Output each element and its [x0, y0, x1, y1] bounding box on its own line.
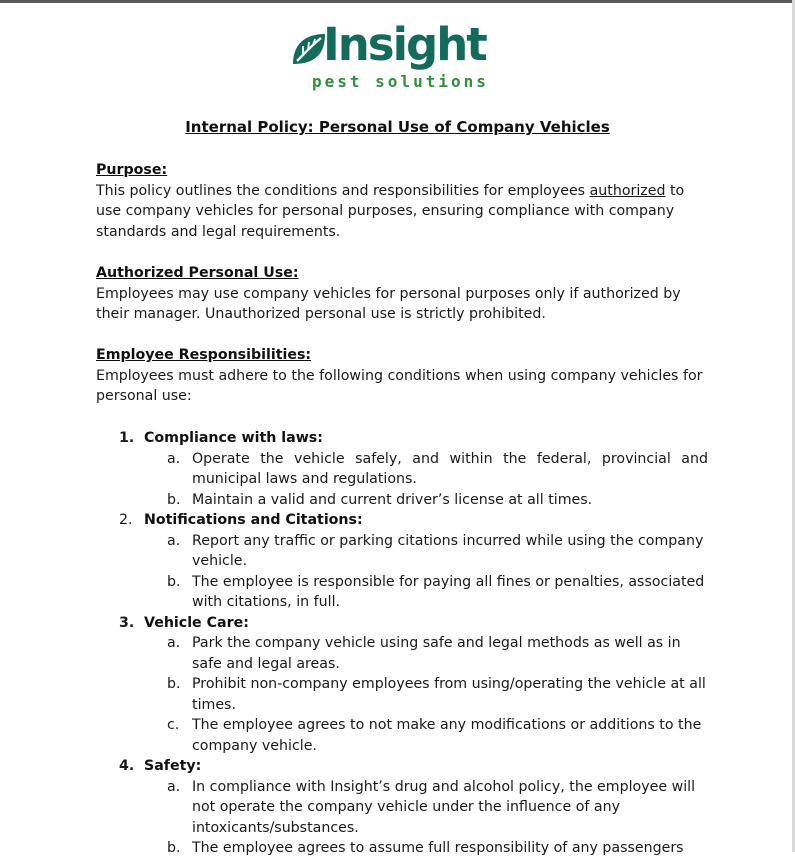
item-number: 4. [119, 758, 135, 774]
authorized-underlined: authorized [589, 182, 666, 199]
sub-item-text: Park the company vehicle using safe and legal methods as well as in safe and legal areas. [192, 635, 681, 672]
sub-item [96, 572, 708, 613]
sub-item [96, 633, 708, 674]
list-item [96, 613, 708, 757]
sub-item-text: The employee agrees to not make any modifications or additions to the company vehicle. [192, 717, 702, 754]
purpose-heading: Purpose: [96, 162, 168, 178]
responsibilities-intro: Employees must adhere to the following conditions when using company vehicles for personal use: [96, 367, 703, 404]
sub-item-letter: b. [167, 491, 181, 508]
sub-item-letter: b. [167, 840, 181, 856]
leaf-icon [291, 32, 327, 66]
item-number: 2. [119, 512, 133, 528]
responsibilities-section [96, 345, 708, 407]
item-title: Safety: [144, 758, 202, 774]
logo-tagline: pest solutions [312, 72, 489, 91]
sub-item [96, 490, 708, 511]
sub-item-letter: a. [167, 635, 181, 651]
sub-item [96, 449, 708, 490]
item-number: 3. [119, 614, 135, 631]
sub-item [96, 531, 708, 572]
page-title: Internal Policy: Personal Use of Company Vehicles [185, 118, 610, 136]
list-item [96, 428, 708, 510]
sub-item-letter: b. [167, 573, 181, 590]
list-item [96, 510, 708, 613]
sub-item-letter: c. [167, 717, 180, 733]
sub-item-text: Prohibit non-company employees from using/operating the vehicle at all times. [192, 676, 706, 713]
item-number: 1. [119, 430, 135, 446]
sub-item-letter: a. [167, 532, 181, 549]
sub-item-letter: b. [167, 676, 181, 692]
sub-item-letter: a. [167, 778, 181, 795]
item-title: Vehicle Care: [144, 614, 249, 631]
authorized-use-heading: Authorized Personal Use: [96, 265, 299, 281]
sub-item [96, 674, 708, 715]
sub-item-text: Report any traffic or parking citations incurred while using the company vehicle. [192, 532, 704, 569]
sub-item-text: In compliance with Insight’s drug and alcohol policy, the employee will not operate the company vehicle under the influence of any intoxicants/substances. [192, 778, 696, 836]
list-item [96, 756, 708, 859]
authorized-use-section [96, 263, 708, 325]
item-title: Compliance with laws: [144, 430, 323, 446]
sub-item-text: Maintain a valid and current driver’s license at all times. [192, 491, 593, 508]
sub-item-text: Operate the vehicle safely, and within the federal, provincial and municipal laws and regulations. [192, 450, 708, 487]
item-title: Notifications and Citations: [144, 512, 363, 528]
company-logo [291, 18, 503, 96]
sub-item [96, 715, 708, 756]
responsibilities-list [96, 428, 708, 859]
purpose-section [96, 160, 708, 242]
purpose-text: This policy outlines the conditions and responsibilities for employees authorized to use company vehicles for personal purposes, ensuring compliance with company standards and legal requirements. [96, 182, 685, 240]
sub-item-letter: a. [167, 450, 181, 467]
authorized-use-text: Employees may use company vehicles for personal purposes only if authorized by their manager. Unauthorized personal use is strictly prohibited. [96, 285, 681, 322]
sub-item [96, 777, 708, 839]
sub-item-text: The employee agrees to assume full responsibility of any passengers [192, 840, 684, 856]
responsibilities-heading: Employee Responsibilities: [96, 347, 312, 363]
logo-wordmark: Insight [323, 18, 486, 71]
sub-item-text: The employee is responsible for paying all fines or penalties, associated with citations, in full. [192, 573, 705, 610]
sub-item [96, 838, 708, 859]
